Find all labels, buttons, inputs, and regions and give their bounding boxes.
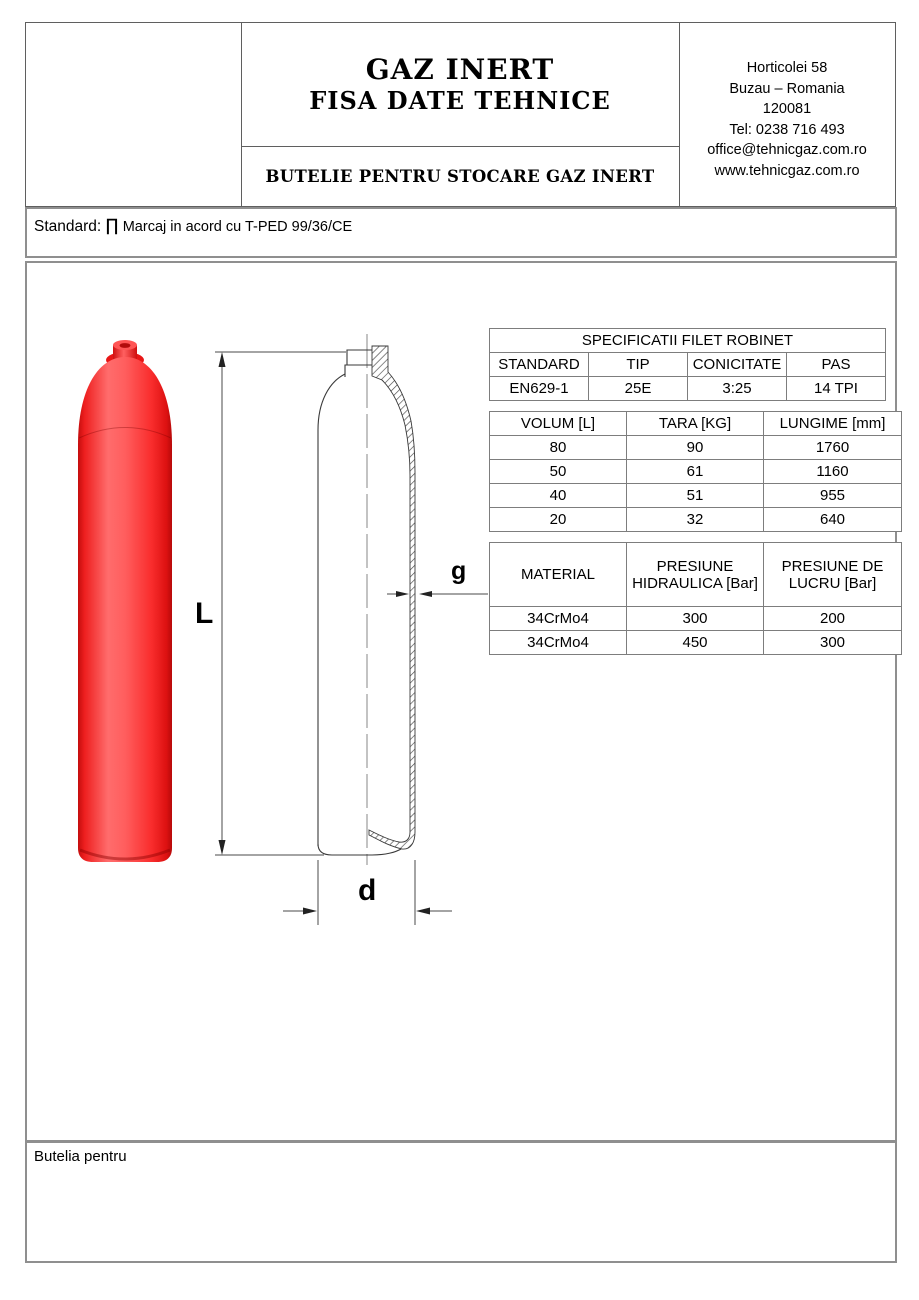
table-header-row xyxy=(490,412,902,436)
table-cell: 20 xyxy=(490,508,627,532)
column-header: TARA [KG] xyxy=(627,412,764,436)
contact-block xyxy=(679,23,895,206)
valve-thread-spec-table xyxy=(489,328,886,401)
table-row xyxy=(490,607,902,631)
table-row xyxy=(490,377,886,401)
footer-strip xyxy=(25,1141,897,1263)
standard-strip xyxy=(25,207,897,258)
table-cell: 3:25 xyxy=(688,377,787,401)
table-cell: 450 xyxy=(627,631,764,655)
page-subtitle: BUTELIE PENTRU STOCARE GAZ INERT xyxy=(265,166,655,186)
column-header: TIP xyxy=(589,353,688,377)
table-cell: 25E xyxy=(589,377,688,401)
table-cell: 200 xyxy=(764,607,902,631)
dimension-label-wall-thickness: g xyxy=(451,557,467,585)
table-header-row xyxy=(490,543,902,607)
contact-email: office@tehnicgaz.com.ro xyxy=(707,142,867,158)
logo-cell xyxy=(26,23,241,206)
table-row xyxy=(490,631,902,655)
drawing-area xyxy=(25,261,897,1142)
column-header: MATERIAL xyxy=(490,543,627,607)
dimension-label-diameter: d xyxy=(358,874,377,907)
table-cell: 300 xyxy=(627,607,764,631)
table-cell: 50 xyxy=(490,460,627,484)
page-title-line2: FISA DATE TEHNICE xyxy=(309,86,611,115)
contact-website: www.tehnicgaz.com.ro xyxy=(714,162,860,179)
table-cell: 640 xyxy=(764,508,902,532)
red-cylinder-image xyxy=(60,333,200,873)
table-cell: 955 xyxy=(764,484,902,508)
column-header: PRESIUNE HIDRAULICA [Bar] xyxy=(627,543,764,607)
title-block xyxy=(241,23,679,146)
dimension-label-length: L xyxy=(195,597,214,630)
page-title-line1: GAZ INERT xyxy=(365,53,555,86)
table-title: SPECIFICATII FILET ROBINET xyxy=(490,329,886,353)
table-cell: 80 xyxy=(490,436,627,460)
table-cell: 14 TPI xyxy=(787,377,886,401)
table-cell: 90 xyxy=(627,436,764,460)
table-cell: 1160 xyxy=(764,460,902,484)
standard-description: Marcaj in acord cu T-PED 99/36/CE xyxy=(122,219,353,235)
contact-city: Buzau – Romania xyxy=(729,80,845,97)
pi-marking-symbol: ∏ xyxy=(105,216,119,236)
table-header-row xyxy=(490,353,886,377)
table-cell: 34CrMo4 xyxy=(490,607,627,631)
contact-street: Horticolei 58 xyxy=(746,60,828,76)
column-header: PRESIUNE DE LUCRU [Bar] xyxy=(764,543,902,607)
contact-zip: 120081 xyxy=(762,101,812,117)
table-cell: 34CrMo4 xyxy=(490,631,627,655)
standard-note xyxy=(34,216,352,236)
header xyxy=(25,22,896,207)
column-header: STANDARD xyxy=(490,353,589,377)
table-cell: EN629-1 xyxy=(490,377,589,401)
contact-phone: Tel: 0238 716 493 xyxy=(729,121,845,138)
table-cell: 32 xyxy=(627,508,764,532)
pressure-table xyxy=(489,542,902,655)
cylinder-section-drawing xyxy=(190,330,510,945)
subtitle-block xyxy=(241,146,679,206)
table-row xyxy=(490,436,902,460)
table-cell: 300 xyxy=(764,631,902,655)
table-cell: 51 xyxy=(627,484,764,508)
table-cell: 1760 xyxy=(764,436,902,460)
table-row xyxy=(490,508,902,532)
table-row xyxy=(490,460,902,484)
column-header: VOLUM [L] xyxy=(490,412,627,436)
column-header: PAS xyxy=(787,353,886,377)
table-cell: 40 xyxy=(490,484,627,508)
column-header: CONICITATE xyxy=(688,353,787,377)
column-header: LUNGIME [mm] xyxy=(764,412,902,436)
footer-note: Butelia pentru xyxy=(34,1148,127,1165)
table-title-row xyxy=(490,329,886,353)
standard-label: Standard: xyxy=(34,218,102,235)
volume-table xyxy=(489,411,902,532)
table-cell: 61 xyxy=(627,460,764,484)
table-row xyxy=(490,484,902,508)
